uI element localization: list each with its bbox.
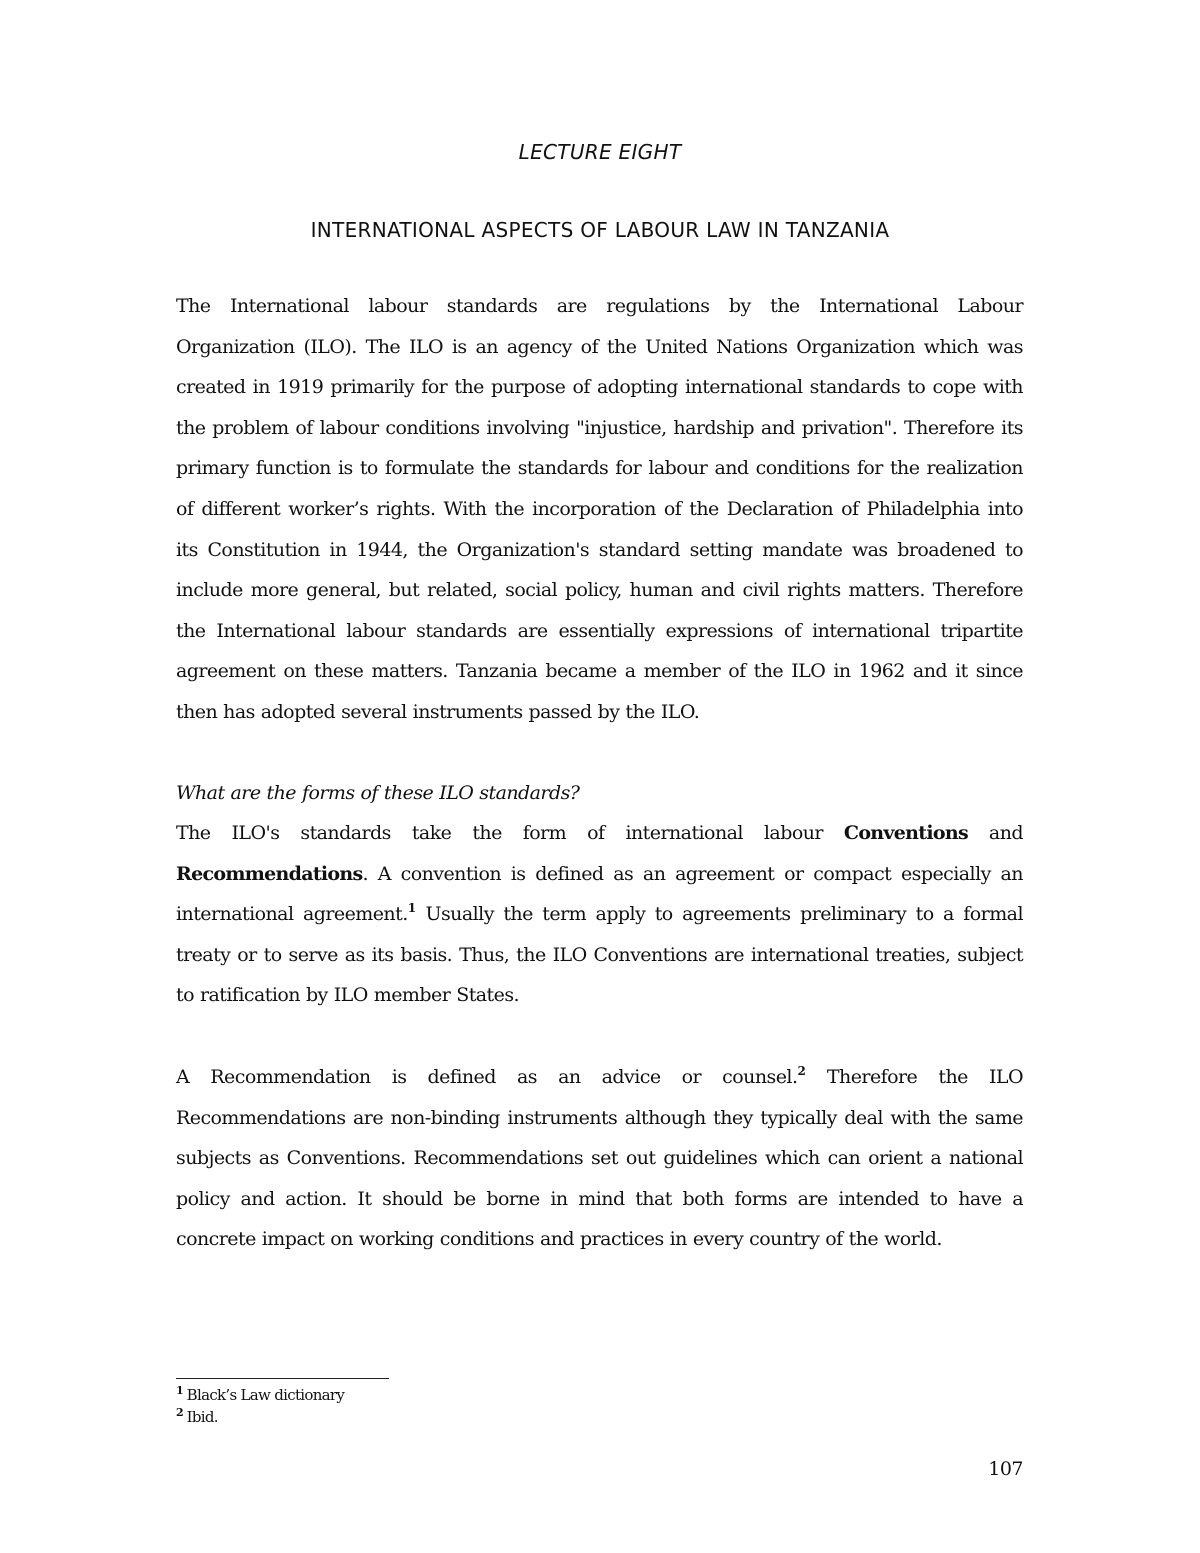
- page-number: 107: [988, 1458, 1023, 1480]
- footnote-number-1: 1: [176, 1384, 184, 1397]
- footnote-ref-2[interactable]: 2: [797, 1063, 806, 1078]
- footnote-text-1: Black’s Law dictionary: [186, 1386, 345, 1404]
- question-text: What are the forms of these ILO standards?: [176, 782, 580, 804]
- paragraph-forms: [176, 813, 1023, 1016]
- paragraph-intro-text: The International labour standards are regulations by the International Labour Organization (ILO). The ILO is an agency of the United Nations Organization which was created in 1919 primarily for the purpose of adopting international standards to cope with the problem of labour conditions involving "injustice, hardship and privation". Therefore its primary function is to formulate the standards for labour and conditions for the realization of different worker’s rights. With the incorporation of the Declaration of Philadelphia into its Constitution in 1944, the Organization's standard setting mandate was broadened to include more general, but related, social policy, human and civil rights matters. Therefore the International labour standards are essentially expressions of international tripartite agreement on these matters. Tanzania became a member of the ILO in 1962 and it since then has adopted several instruments passed by the ILO.: [176, 295, 1023, 723]
- paragraph-forms-part-b: and: [967, 822, 1023, 844]
- page-title: INTERNATIONAL ASPECTS OF LABOUR LAW IN TANZANIA: [310, 218, 890, 242]
- lecture-label: LECTURE EIGHT: [518, 140, 682, 164]
- paragraph-intro: [176, 286, 1023, 733]
- question-heading: [176, 773, 1023, 814]
- paragraph-recommendation-text: [176, 1057, 1023, 1260]
- recommendations-term: Recommendations: [176, 862, 363, 885]
- paragraph-recommendation-part-a: A Recommendation is defined as an advice or counsel.: [176, 1066, 798, 1088]
- conventions-term: Conventions: [843, 822, 968, 844]
- paragraph-forms-part-a: The ILO's standards take the form of international labour: [176, 822, 844, 844]
- footnotes: [176, 1384, 776, 1428]
- paragraph-forms-part-d: Usually the term apply to agreements preliminary to a formal treaty or to serve as its basis. Thus, the ILO Conventions are international treaties, subject to ratification by ILO member States.: [176, 903, 1023, 1007]
- paragraph-forms-part-c: . A convention is defined as an agreement or compact especially an international agreement.: [176, 862, 1023, 926]
- footnote-number-2: 2: [176, 1406, 184, 1419]
- paragraph-recommendation: [176, 1057, 1023, 1260]
- paragraph-forms-text: [176, 813, 1023, 1016]
- footnote-text-2: Ibid.: [186, 1408, 218, 1426]
- paragraph-recommendation-part-b: Therefore the ILO Recommendations are non-binding instruments although they typically deal with the same subjects as Conventions. Recommendations set out guidelines which can orient a national policy and action. It should be borne in mind that both forms are intended to have a concrete impact on working conditions and practices in every country of the world.: [176, 1066, 1023, 1251]
- footnote-ref-1[interactable]: 1: [407, 900, 417, 915]
- footnote-separator: [176, 1378, 389, 1379]
- footnote-item-1: [176, 1384, 776, 1406]
- footnote-item-2: [176, 1406, 776, 1428]
